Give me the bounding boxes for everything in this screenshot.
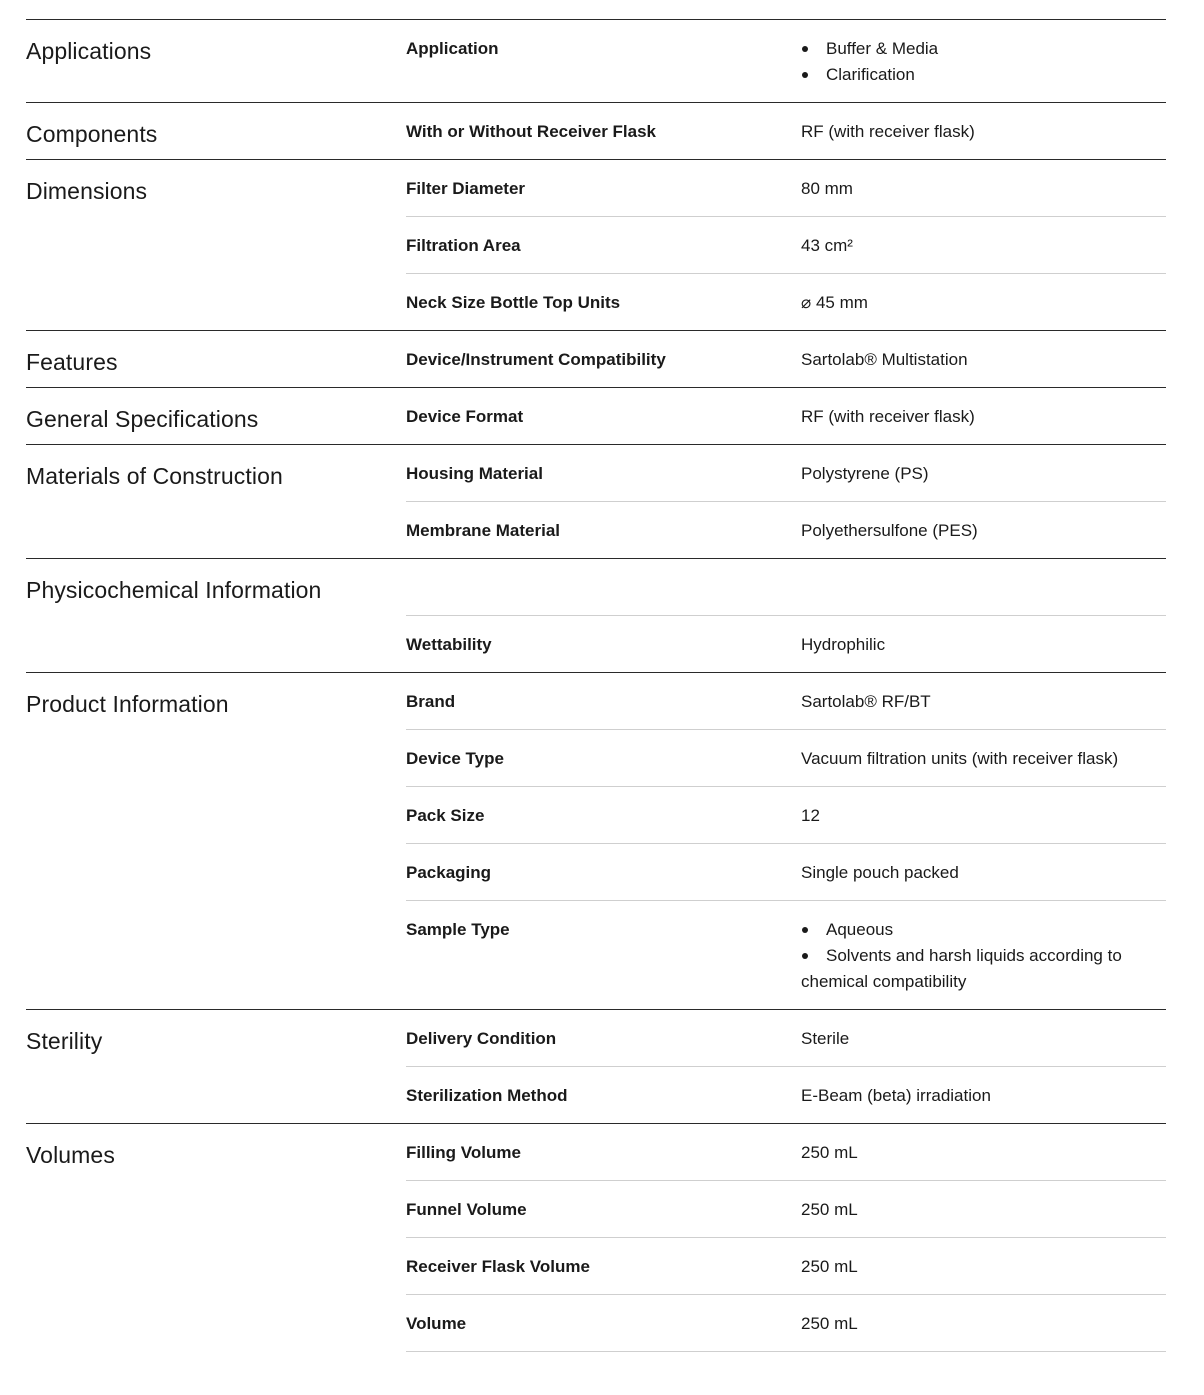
spec-label: Brand [406, 692, 456, 711]
section-general-specifications [26, 387, 1166, 444]
spec-row-sample-type [406, 900, 1166, 1009]
section-rows [406, 673, 1166, 1009]
spec-value: Sartolab® Multistation [801, 350, 968, 369]
spec-value: 80 mm [801, 179, 853, 198]
spec-value: ⌀ 45 mm [801, 293, 868, 312]
section-features [26, 330, 1166, 387]
spec-row-packaging [406, 843, 1166, 900]
spec-label: Delivery Condition [406, 1029, 557, 1048]
spec-label: Application [406, 39, 499, 58]
spec-label: With or Without Receiver Flask [406, 122, 657, 141]
spec-label: Filter Diameter [406, 179, 526, 198]
spec-label: Membrane Material [406, 521, 560, 540]
spec-label: Receiver Flask Volume [406, 1257, 590, 1276]
spec-label: Pack Size [406, 806, 485, 825]
section-title: General Specifications [26, 406, 259, 432]
table-bottom-divider [406, 1351, 1166, 1352]
spec-label: Filtration Area [406, 236, 521, 255]
spec-row-neck-size-bottle-top-units [406, 273, 1166, 330]
section-title: Sterility [26, 1028, 103, 1054]
section-title: Volumes [26, 1142, 115, 1168]
bullet-list [801, 917, 1166, 995]
section-rows [406, 331, 1166, 387]
section-components [26, 102, 1166, 159]
section-sterility [26, 1009, 1166, 1123]
section-title: Materials of Construction [26, 463, 283, 489]
spec-value: 250 mL [801, 1200, 858, 1219]
section-rows [406, 559, 1166, 672]
bullet-item: Clarification [801, 62, 1166, 88]
section-rows [406, 1010, 1166, 1123]
bullet-list [801, 36, 1166, 88]
spec-row-brand [406, 673, 1166, 729]
spec-value-list [801, 20, 1166, 102]
spec-row-empty [406, 559, 1166, 615]
spec-value: Vacuum filtration units (with receiver flask) [801, 749, 1119, 768]
spec-label: Housing Material [406, 464, 543, 483]
spec-row-housing-material [406, 445, 1166, 501]
section-product-information [26, 672, 1166, 1009]
spec-row-delivery-condition [406, 1010, 1166, 1066]
spec-value: Sartolab® RF/BT [801, 692, 931, 711]
section-volumes [26, 1123, 1166, 1351]
spec-label: Neck Size Bottle Top Units [406, 293, 621, 312]
spec-label: Packaging [406, 863, 492, 882]
section-rows [406, 103, 1166, 159]
spec-value-list [801, 901, 1166, 1009]
section-title: Components [26, 121, 158, 147]
section-materials-of-construction [26, 444, 1166, 558]
spec-label: Funnel Volume [406, 1200, 527, 1219]
section-rows [406, 1124, 1166, 1351]
spec-label: Filling Volume [406, 1143, 521, 1162]
spec-value: 12 [801, 806, 820, 825]
spec-value: Hydrophilic [801, 635, 886, 654]
bullet-item: Aqueous [801, 917, 1166, 943]
spec-value: 250 mL [801, 1314, 858, 1333]
section-rows [406, 388, 1166, 444]
spec-value: RF (with receiver flask) [801, 122, 975, 141]
spec-label [406, 559, 801, 615]
spec-label: Device Type [406, 749, 504, 768]
spec-row-filtration-area [406, 216, 1166, 273]
spec-label: Sample Type [406, 920, 510, 939]
spec-row-membrane-material [406, 501, 1166, 558]
spec-value: RF (with receiver flask) [801, 407, 975, 426]
spec-value [801, 559, 1166, 615]
section-applications [26, 19, 1166, 102]
spec-value: 250 mL [801, 1143, 858, 1162]
spec-value: Single pouch packed [801, 863, 959, 882]
spec-value: 250 mL [801, 1257, 858, 1276]
section-rows [406, 445, 1166, 558]
spec-row-filter-diameter [406, 160, 1166, 216]
section-physicochemical-information [26, 558, 1166, 672]
spec-label: Device Format [406, 407, 524, 426]
spec-label: Sterilization Method [406, 1086, 568, 1105]
spec-row-sterilization-method [406, 1066, 1166, 1123]
section-rows [406, 160, 1166, 330]
bullet-item: Solvents and harsh liquids according to chemical compatibility [801, 943, 1166, 995]
spec-row-with-or-without-receiver-flask [406, 103, 1166, 159]
spec-row-device-instrument-compatibility [406, 331, 1166, 387]
section-dimensions [26, 159, 1166, 330]
section-title: Applications [26, 38, 152, 64]
spec-row-device-type [406, 729, 1166, 786]
spec-row-funnel-volume [406, 1180, 1166, 1237]
spec-row-pack-size [406, 786, 1166, 843]
spec-value: Polyethersulfone (PES) [801, 521, 978, 540]
spec-value: 43 cm² [801, 236, 853, 255]
section-title: Product Information [26, 691, 229, 717]
spec-row-filling-volume [406, 1124, 1166, 1180]
spec-value: Polystyrene (PS) [801, 464, 929, 483]
spec-row-wettability [406, 615, 1166, 672]
spec-label: Volume [406, 1314, 467, 1333]
spec-value: E-Beam (beta) irradiation [801, 1086, 991, 1105]
section-rows [406, 20, 1166, 102]
spec-label: Wettability [406, 635, 492, 654]
spec-value: Sterile [801, 1029, 850, 1048]
spec-row-volume [406, 1294, 1166, 1351]
section-title: Physicochemical Information [26, 577, 322, 603]
spec-row-application [406, 20, 1166, 102]
bullet-item: Buffer & Media [801, 36, 1166, 62]
section-title: Dimensions [26, 178, 148, 204]
specifications-table [26, 19, 1166, 1352]
spec-row-device-format [406, 388, 1166, 444]
spec-label: Device/Instrument Compatibility [406, 350, 666, 369]
spec-row-receiver-flask-volume [406, 1237, 1166, 1294]
section-title: Features [26, 349, 118, 375]
